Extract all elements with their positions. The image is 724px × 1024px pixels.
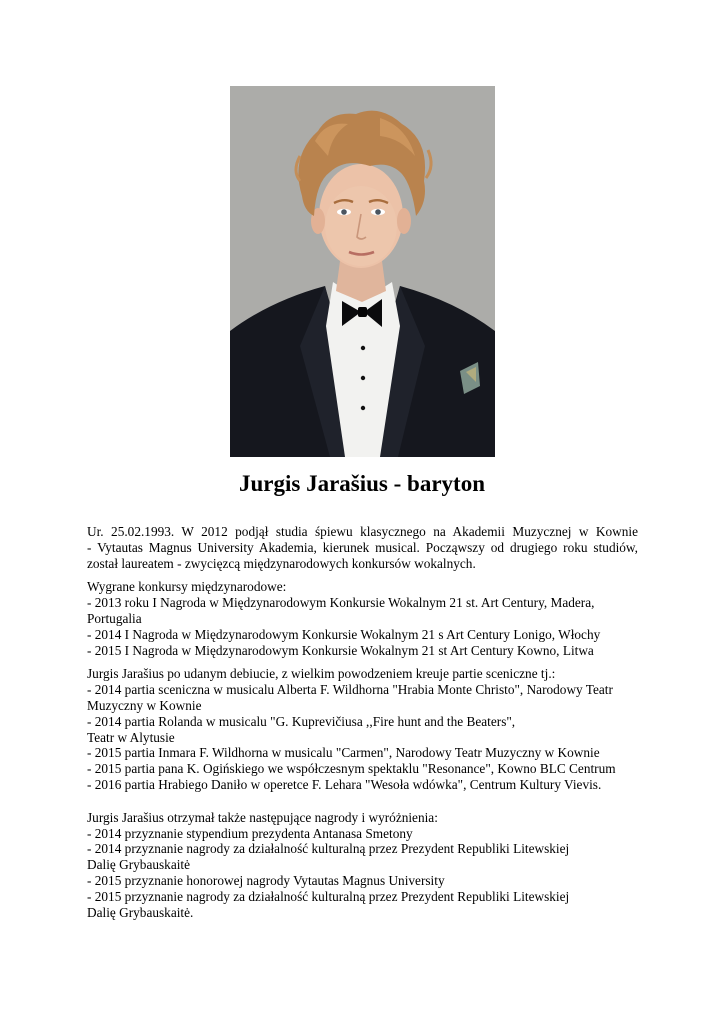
- competitions-section: [87, 579, 638, 658]
- bio-line: - Vytautas Magnus University Akademia, kierunek musical. Począwszy od drugiego roku studiów,: [87, 539, 638, 555]
- award-item: Dalię Grybauskaitė: [87, 857, 191, 873]
- bio-line: został laureatem - zwycięzcą międzynarodowych konkursów wokalnych.: [87, 555, 476, 571]
- award-item: - 2014 przyznanie stypendium prezydenta Antanasa Smetony: [87, 825, 413, 841]
- role-item: - 2015 partia Inmara F. Wildhorna w musicalu "Carmen", Narodowy Teatr Muzyczny w Kownie: [87, 745, 600, 761]
- role-item: Muzyczny w Kownie: [87, 697, 202, 713]
- roles-heading: Jurgis Jarašius po udanym debiucie, z wielkim powodzeniem kreuje partie sceniczne tj.:: [87, 666, 556, 682]
- bio-line: Ur. 25.02.1993. W 2012 podjął studia śpiewu klasycznego na Akademii Muzycznej w Kownie: [87, 524, 638, 539]
- awards-heading: Jurgis Jarašius otrzymał także następujące nagrody i wyróżnienia:: [87, 809, 438, 825]
- competition-item: Portugalia: [87, 610, 142, 626]
- awards-section: [87, 810, 638, 921]
- award-item: - 2014 przyznanie nagrody za działalność kulturalną przez Prezydent Republiki Litewskiej: [87, 841, 570, 857]
- section-spacer: [87, 801, 638, 810]
- award-item: Dalię Grybauskaitė.: [87, 904, 194, 920]
- competition-item: - 2014 I Nagroda w Międzynarodowym Konkursie Wokalnym 21 s Art Century Lonigo, Włochy: [87, 626, 601, 642]
- role-item: Teatr w Alytusie: [87, 729, 175, 745]
- bio-paragraph: [87, 524, 638, 571]
- portrait-illustration: [230, 86, 495, 457]
- document-body: [87, 524, 638, 928]
- role-item: - 2014 partia Rolanda w musicalu "G. Kuprevičiusa ,,Fire hunt and the Beaters",: [87, 713, 516, 729]
- competitions-heading: Wygrane konkursy międzynarodowe:: [87, 579, 287, 595]
- competition-item: - 2015 I Nagroda w Międzynarodowym Konkursie Wokalnym 21 st Art Century Kowno, Litwa: [87, 642, 594, 658]
- competition-item: - 2013 roku I Nagroda w Międzynarodowym Konkursie Wokalnym 21 st. Art Century, Madera,: [87, 595, 595, 611]
- roles-section: [87, 666, 638, 792]
- role-item: - 2016 partia Hrabiego Daniło w operetce F. Lehara "Wesoła wdówka", Centrum Kultury Vievis.: [87, 776, 602, 792]
- role-item: - 2014 partia sceniczna w musicalu Alberta F. Wildhorna "Hrabia Monte Christo", Narodowy Teatr: [87, 682, 613, 698]
- award-item: - 2015 przyznanie nagrody za działalność kulturalną przez Prezydent Republiki Litewskiej: [87, 888, 570, 904]
- role-item: - 2015 partia pana K. Ogińskiego we współczesnym spektaklu "Resonance", Kowno BLC Centrum: [87, 761, 616, 777]
- portrait-photo: [230, 86, 495, 457]
- page-title: Jurgis Jarašius - baryton: [239, 471, 485, 496]
- award-item: - 2015 przyznanie honorowej nagrody Vytautas Magnus University: [87, 872, 445, 888]
